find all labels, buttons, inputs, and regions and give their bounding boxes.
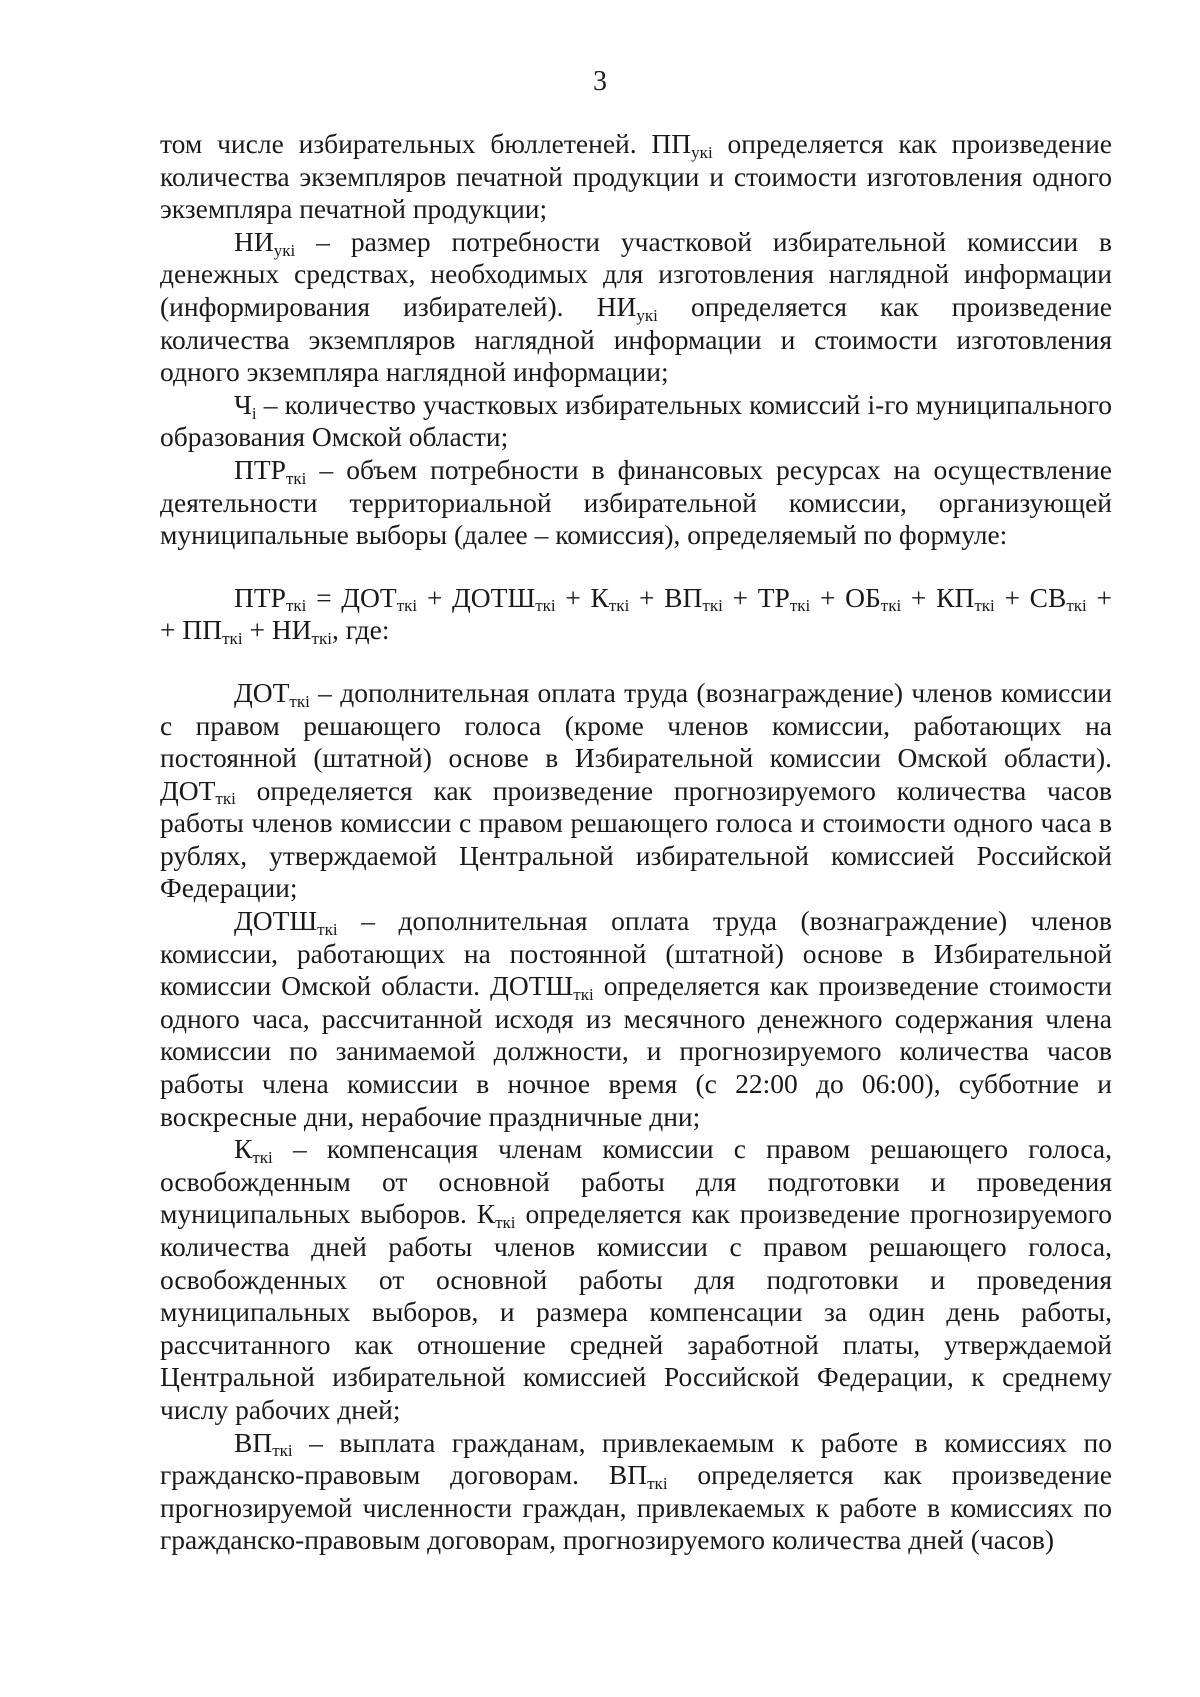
paragraph-p7: $ВП_{ткi}$ – выплата гражданам, привлекаемым к работе в комиссиях по гражданско-правовым договорам. $ВП_{ткi}$ определяется как произведение прогнозируемой численности граждан, привлекаемых к работе в комиссиях по гражданско-правовым договорам, прогнозируемого количества дней (часов) [160, 1426, 1112, 1556]
paragraph-p1: $НИ_{укi}$ – размер потребности участковой избирательной комиссии в денежных средствах, необходимых для изготовления наглядной информации (информирования избирателей). $НИ_{укi}$ определяется как произведение количества экземпляров наглядной информации и стоимости изготовления одного экземпляра наглядной информации; [160, 225, 1112, 388]
document-body [160, 128, 1112, 1557]
paragraphs-after-formula [160, 677, 1112, 1557]
formula-line-2: + $ПП_{ткi} + НИ_{ткi}$, где: [160, 614, 390, 649]
page-number: 3 [593, 66, 607, 97]
paragraph-p3: $ПТР_{ткi}$ – объем потребности в финансовых ресурсах на осуществление деятельности территориальной избирательной комиссии, организующей муниципальные выборы (далее – комиссия), определяемый по формуле: [160, 453, 1112, 551]
paragraph-p2: $Ч_i$ – количество участковых избирательных комиссий i-го муниципального образования Омской области; [160, 388, 1112, 453]
paragraphs-before-formula [160, 128, 1112, 552]
paragraph-p4: $ДОТ_{ткi}$ – дополнительная оплата труда (вознаграждение) членов комиссии с правом решающего голоса (кроме членов комиссии, работающих на постоянной (штатной) основе в Избирательной комиссии Омской области). $ДОТ_{ткi}$ определяется как произведение прогнозируемого количества часов работы членов комиссии с правом решающего голоса и стоимости одного часа в рублях, утверждаемой Центральной избирательной комиссией Российской Федерации; [160, 676, 1112, 904]
paragraph-p6: $К_{ткi}$ – компенсация членам комиссии с правом решающего голоса, освобожденным от основной работы для подготовки и проведения муниципальных выборов. $К_{ткi}$ определяется как произведение прогнозируемого количества дней работы членов комиссии с правом решающего голоса, освобожденных от основной работы для подготовки и проведения муниципальных выборов, и размера компенсации за один день работы, рассчитанного как отношение средней заработной платы, утверждаемой Центральной избирательной комиссией Российской Федерации, к среднему числу рабочих дней; [160, 1133, 1113, 1425]
formula [160, 582, 1112, 647]
formula-line-1: $ПТР_{ткi} = ДОТ_{ткi}$ + $ДОТШ_{ткi} + К_{ткi} + ВП_{ткi} + ТР_{ткi} + ОБ_{ткi} + КП_{ткi} + СВ_{ткi}$ + [234, 581, 1112, 616]
paragraph-p5: $ДОТШ_{ткi}$ – дополнительная оплата труда (вознаграждение) членов комиссии, работающих на постоянной (штатной) основе в Избирательной комиссии Омской области. $ДОТШ_{ткi}$ определяется как произведение стоимости одного часа, рассчитанной исходя из месячного денежного содержания члена комиссии по занимаемой должности, и прогнозируемого количества часов работы члена комиссии в ночное время (с 22:00 до 06:00), субботние и воскресные дни, нерабочие праздничные дни; [160, 905, 1113, 1132]
paragraph-p0: том числе избирательных бюллетеней. $ПП_{укi}$ определяется как произведение количества экземпляров печатной продукции и стоимости изготовления одного экземпляра печатной продукции; [160, 128, 1112, 225]
